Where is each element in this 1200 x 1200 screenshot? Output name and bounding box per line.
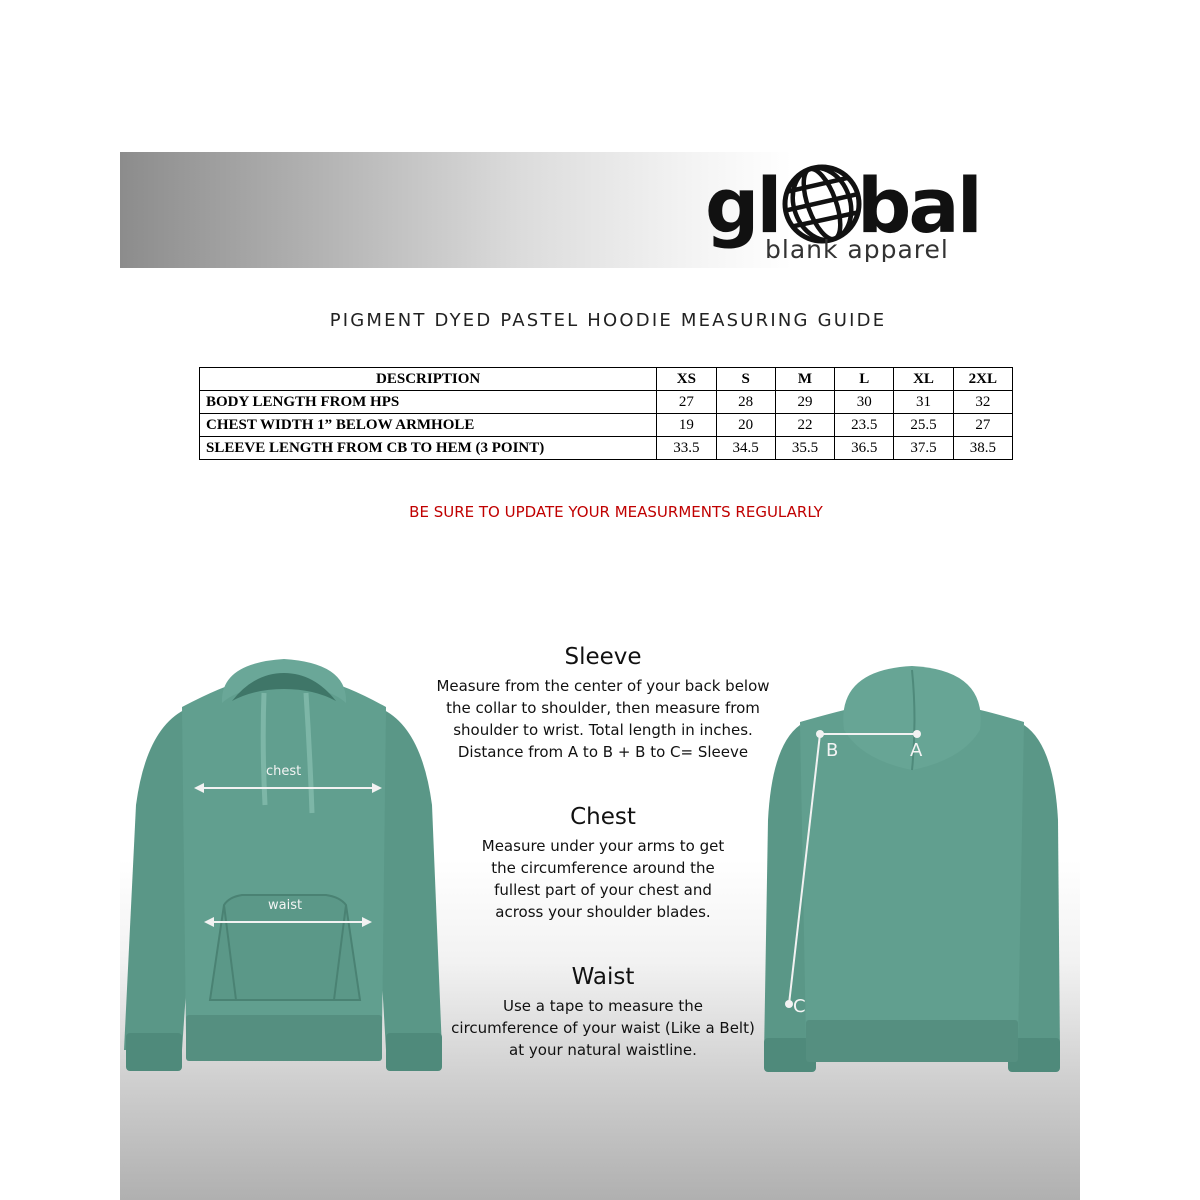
sleeve-heading: Sleeve [564,644,642,670]
header-size-xl: XL [894,368,953,391]
svg-text:gl: gl [705,161,780,250]
table-cell: 23.5 [835,414,894,437]
table-cell: 28 [716,391,775,414]
sleeve-instructions [420,644,786,763]
chest-text-line: across your shoulder blades. [495,903,711,921]
table-cell: 30 [835,391,894,414]
table-cell: 22 [775,414,834,437]
table-header-row [200,368,1013,391]
waist-label: waist [268,898,303,913]
table-cell: 25.5 [894,414,953,437]
header-size-xs: XS [657,368,716,391]
point-c-label: C [793,996,806,1017]
table-cell: 20 [716,414,775,437]
global-blank-apparel-logo [705,160,1020,262]
sleeve-text-line: Measure from the center of your back below [436,677,770,695]
table-cell: 37.5 [894,437,953,460]
row-description: BODY LENGTH FROM HPS [200,391,657,414]
sleeve-text-line: shoulder to wrist. Total length in inches. [453,721,753,739]
update-measurements-warning: BE SURE TO UPDATE YOUR MEASURMENTS REGULARLY [409,503,823,521]
sleeve-text-line: the collar to shoulder, then measure from [446,699,760,717]
table-cell: 19 [657,414,716,437]
table-cell: 38.5 [953,437,1012,460]
header-size-s: S [716,368,775,391]
table-cell: 29 [775,391,834,414]
chest-text-line: fullest part of your chest and [494,881,712,899]
chest-heading: Chest [570,804,636,830]
table-cell: 35.5 [775,437,834,460]
table-row [200,414,1013,437]
waist-instructions [420,964,786,1061]
chest-instructions [420,804,786,923]
table-cell: 33.5 [657,437,716,460]
sleeve-text-line: Distance from A to B + B to C= Sleeve [457,743,749,761]
chest-text-line: the circumference around the [491,859,715,877]
hoodie-back-image [762,660,1062,1075]
hoodie-front-image [124,655,444,1075]
header-description: DESCRIPTION [200,368,657,391]
guide-title: PIGMENT DYED PASTEL HOODIE MEASURING GUIDE [329,310,887,331]
table-cell: 36.5 [835,437,894,460]
table-cell: 31 [894,391,953,414]
row-description: SLEEVE LENGTH FROM CB TO HEM (3 POINT) [200,437,657,460]
logo-tagline: blank apparel [765,235,949,262]
chest-label: chest [266,764,302,779]
header-size-m: M [775,368,834,391]
point-b-label: B [826,740,839,761]
point-a-label: A [910,740,923,761]
header-size-2xl: 2XL [953,368,1012,391]
size-chart-table [199,367,1013,460]
waist-text-line: circumference of your waist (Like a Belt) [451,1019,755,1037]
table-cell: 27 [657,391,716,414]
hoodie-front-shape [124,659,442,1071]
table-row [200,391,1013,414]
table-cell: 34.5 [716,437,775,460]
row-description: CHEST WIDTH 1” BELOW ARMHOLE [200,414,657,437]
chest-text-line: Measure under your arms to get [481,837,725,855]
waist-text-line: Use a tape to measure the [503,997,703,1015]
svg-text:bal: bal [857,161,980,250]
waist-text-line: at your natural waistline. [509,1041,697,1059]
table-cell: 27 [953,414,1012,437]
waist-heading: Waist [571,964,635,990]
table-cell: 32 [953,391,1012,414]
table-row [200,437,1013,460]
hoodie-back-shape [764,666,1060,1072]
header-size-l: L [835,368,894,391]
